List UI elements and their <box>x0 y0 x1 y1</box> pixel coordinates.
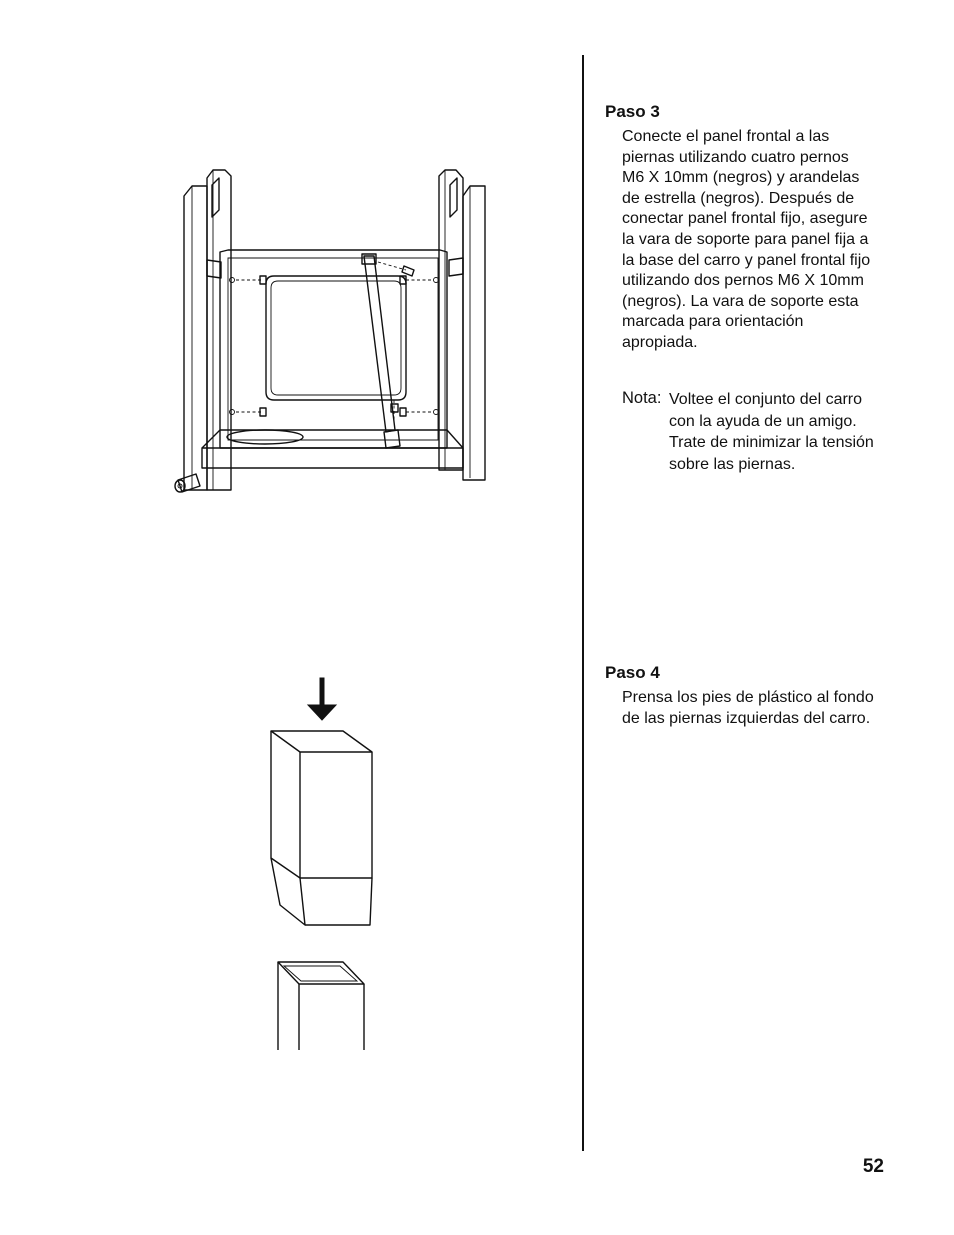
text-line: apropiada. <box>622 333 698 351</box>
step-4-title: Paso 4 <box>605 663 660 682</box>
note-text <box>669 389 874 475</box>
down-arrow-icon <box>308 678 336 720</box>
text-line: Voltee el conjunto del carro <box>669 391 863 408</box>
column-divider <box>582 55 584 1151</box>
text-line: la vara de soporte para panel fija a <box>622 230 869 248</box>
text-line: de estrella (negros). Después de <box>622 189 855 207</box>
text-line: marcada para orientación <box>622 313 804 331</box>
text-line: de las piernas izquierdas del carro. <box>622 709 871 727</box>
note-label: Nota: <box>622 389 662 407</box>
text-line: (negros). La vara de soporte esta <box>622 292 859 310</box>
text-line: sobre las piernas. <box>669 455 796 473</box>
text-line: Prensa los pies de plástico al fondo <box>622 689 874 706</box>
step-4-instructions <box>622 688 874 729</box>
text-line: utilizando dos pernos M6 X 10mm <box>622 272 864 290</box>
step-3-instructions <box>622 127 870 354</box>
foot-insertion-figure <box>271 678 372 1050</box>
step-3-title: Paso 3 <box>605 102 660 121</box>
text-line: piernas utilizando cuatro pernos <box>622 148 849 166</box>
text-line: con la ayuda de un amigo. <box>669 412 857 430</box>
text-line: M6 X 10mm (negros) y arandelas <box>622 169 860 187</box>
text-line: la base del carro y panel frontal fijo <box>622 251 871 269</box>
text-line: Conecte el panel frontal a las <box>622 128 830 145</box>
text-line: Trate de minimizar la tensión <box>669 434 874 451</box>
cart-assembly-figure <box>175 170 485 492</box>
text-line: conectar panel frontal fijo, asegure <box>622 210 868 228</box>
page-number: 52 <box>862 1156 884 1177</box>
